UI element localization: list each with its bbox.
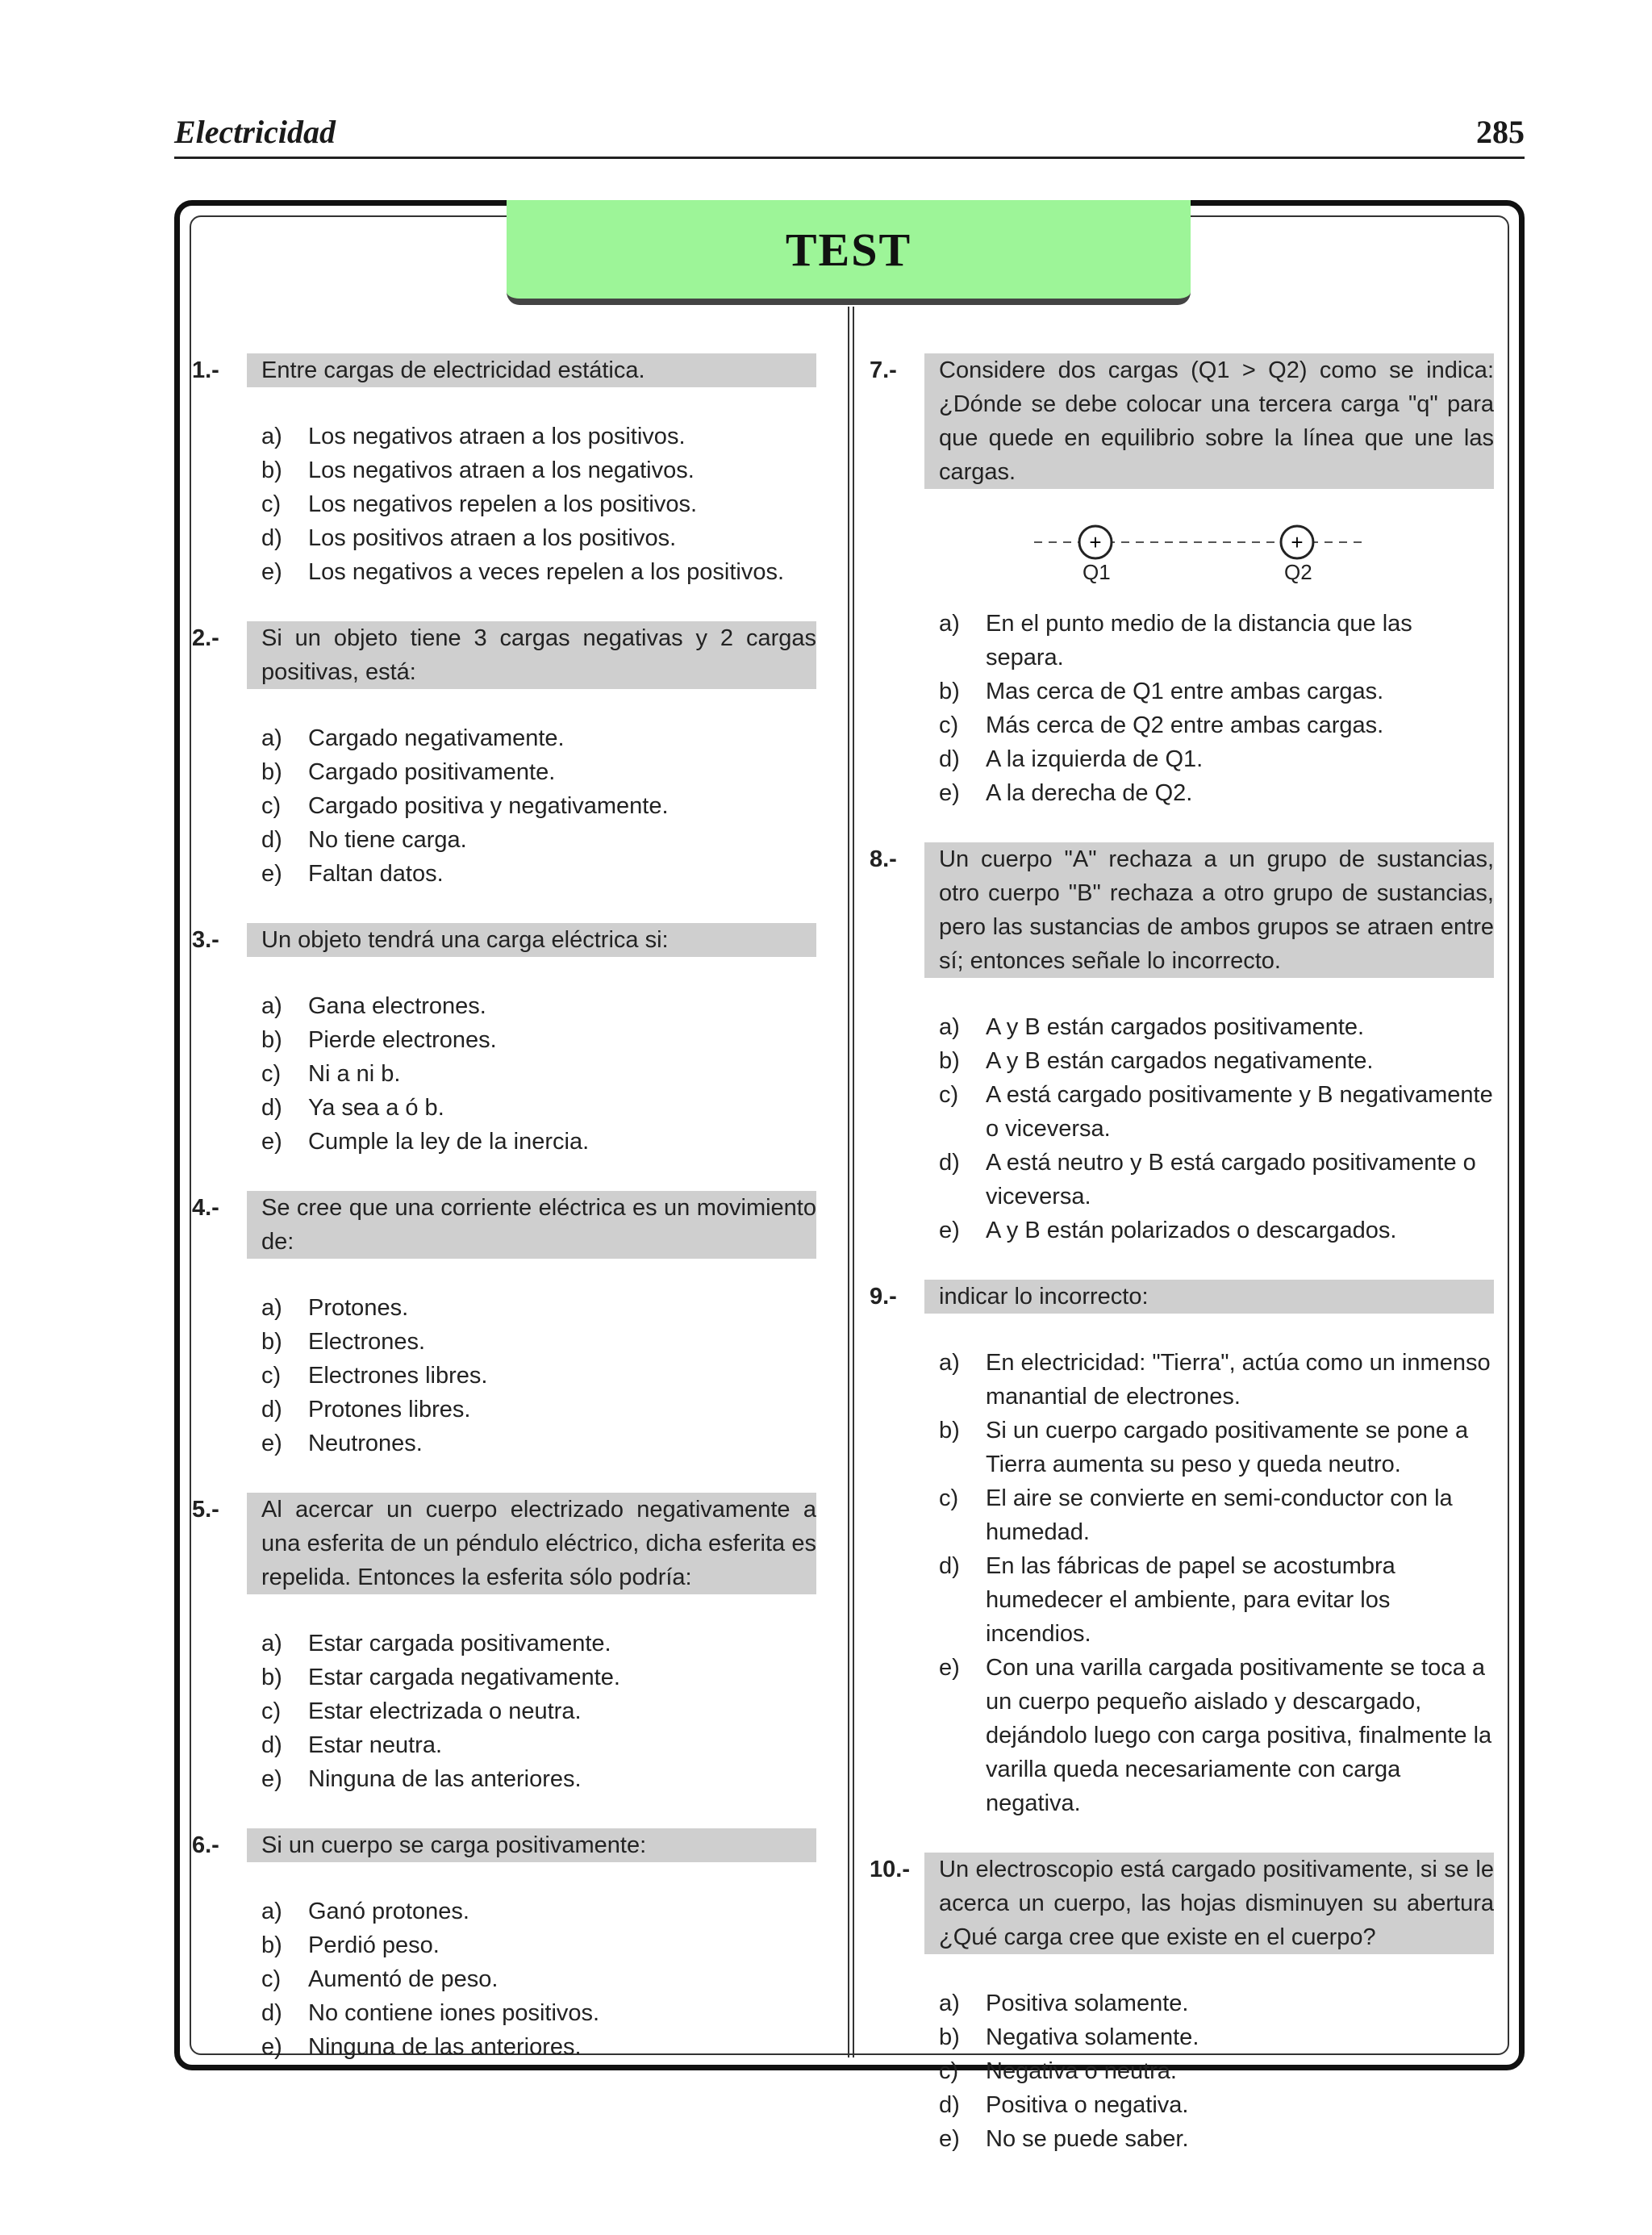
option-letter: a) [939, 1991, 960, 2016]
question-number: 3.- [192, 927, 219, 953]
option-letter: e) [939, 2126, 960, 2152]
option-text: Cargado negativamente. [308, 725, 565, 751]
option-text: Estar electrizada o neutra. [308, 1698, 582, 1724]
answer-option [863, 1481, 1565, 1549]
answer-option [186, 1728, 887, 1762]
option-text: A la derecha de Q2. [986, 780, 1193, 806]
option-letter: a) [261, 1631, 282, 1656]
answer-option [186, 721, 887, 755]
option-text: A y B están polarizados o descargados. [986, 1218, 1397, 1243]
option-letter: e) [939, 1218, 960, 1243]
option-text: Con una varilla cargada positivamente se toca a un cuerpo pequeño aislado y descargado, dejándolo luego con carga positiva, finalmente la varilla queda necesariamente con carga negativa. [986, 1655, 1492, 1816]
option-text: Cargado positiva y negativamente. [308, 793, 669, 819]
option-letter: a) [939, 611, 960, 637]
answer-option [863, 1078, 1565, 1146]
answer-option [186, 1125, 887, 1159]
option-letter: c) [939, 712, 959, 738]
answer-options [863, 1986, 1565, 2156]
option-text: A está cargado positivamente y B negativamente o viceversa. [986, 1082, 1493, 1142]
charge-q2-label: Q2 [1284, 560, 1312, 584]
question-1 [186, 353, 887, 589]
question-stem: Al acercar un cuerpo electrizado negativamente a una esferita de un péndulo eléctrico, dicha esferita es repelida. Entonces la esferita sólo podría: [247, 1493, 816, 1594]
option-text: Electrones libres. [308, 1363, 488, 1389]
page-number: 285 [1476, 114, 1525, 150]
option-text: Ni a ni b. [308, 1061, 401, 1087]
option-letter: a) [261, 993, 282, 1019]
option-letter: c) [261, 491, 282, 517]
test-banner [507, 200, 1191, 305]
option-letter: c) [261, 1966, 282, 1992]
answer-option [863, 675, 1565, 708]
answer-option [186, 1627, 887, 1661]
option-letter: b) [261, 1027, 282, 1053]
question-3 [186, 923, 887, 1159]
option-letter: c) [939, 1485, 959, 1511]
option-text: Estar cargada negativamente. [308, 1665, 620, 1690]
answer-option [863, 1414, 1565, 1481]
question-6 [186, 1828, 887, 2064]
option-letter: e) [261, 1431, 282, 1456]
right-column [863, 353, 1565, 2188]
option-letter: d) [261, 827, 282, 853]
option-letter: e) [939, 1655, 960, 1681]
option-letter: d) [939, 1553, 960, 1579]
option-letter: d) [261, 525, 282, 551]
option-text: Ninguna de las anteriores. [308, 2034, 582, 2060]
option-text: Faltan datos. [308, 861, 444, 887]
answer-option [186, 1928, 887, 1962]
option-letter: c) [939, 1082, 959, 1108]
answer-option [863, 708, 1565, 742]
answer-option [863, 2088, 1565, 2122]
question-stem: Un objeto tendrá una carga eléctrica si: [247, 923, 816, 957]
option-letter: d) [261, 2000, 282, 2026]
left-column [186, 353, 887, 2096]
answer-option [186, 1091, 887, 1125]
option-letter: b) [261, 457, 282, 483]
option-letter: a) [261, 424, 282, 449]
answer-option [186, 1057, 887, 1091]
answer-options [186, 420, 887, 589]
option-letter: c) [261, 1363, 282, 1389]
option-letter: c) [939, 2058, 959, 2084]
question-stem: Si un objeto tiene 3 cargas negativas y 2 cargas positivas, está: [247, 621, 816, 689]
question-number: 6.- [192, 1832, 219, 1858]
answer-options [186, 1895, 887, 2064]
option-text: Si un cuerpo cargado positivamente se pone a Tierra aumenta su peso y queda neutro. [986, 1418, 1469, 1477]
answer-option [186, 1023, 887, 1057]
question-stem: Entre cargas de electricidad estática. [247, 353, 816, 387]
answer-option [863, 2054, 1565, 2088]
option-text: Estar cargada positivamente. [308, 1631, 611, 1656]
option-text: Aumentó de peso. [308, 1966, 499, 1992]
option-text: Cargado positivamente. [308, 759, 556, 785]
answer-option [186, 857, 887, 891]
answer-option [863, 2020, 1565, 2054]
answer-options [863, 1346, 1565, 1820]
answer-options [186, 721, 887, 891]
option-letter: b) [939, 679, 960, 704]
option-text: Ganó protones. [308, 1899, 469, 1924]
option-letter: e) [261, 559, 282, 585]
answer-options [186, 989, 887, 1159]
answer-option [186, 989, 887, 1023]
question-number: 4.- [192, 1195, 219, 1221]
option-text: Los negativos a veces repelen a los positivos. [308, 559, 785, 585]
answer-option [186, 1359, 887, 1393]
header-rule [174, 157, 1525, 159]
option-letter: a) [939, 1014, 960, 1040]
option-text: Mas cerca de Q1 entre ambas cargas. [986, 679, 1384, 704]
question-number: 8.- [870, 846, 897, 872]
question-7 [863, 353, 1565, 810]
question-8 [863, 842, 1565, 1247]
answer-option [186, 555, 887, 589]
option-text: Perdió peso. [308, 1932, 440, 1958]
question-stem: Considere dos cargas (Q1 > Q2) como se indica: ¿Dónde se debe colocar una tercera carga "q" para que quede en equilibrio sobre la línea que une las cargas. [924, 353, 1494, 489]
option-letter: e) [261, 2034, 282, 2060]
answer-option [186, 420, 887, 453]
option-letter: e) [939, 780, 960, 806]
answer-option [186, 1895, 887, 1928]
question-stem: Un electroscopio está cargado positivamente, si se le acerca un cuerpo, las hojas disminuyen su abertura ¿Qué carga cree que existe en el cuerpo? [924, 1853, 1494, 1954]
option-text: Estar neutra. [308, 1732, 443, 1758]
option-text: Los negativos repelen a los positivos. [308, 491, 698, 517]
answer-option [863, 776, 1565, 810]
option-text: El aire se convierte en semi-conductor con la humedad. [986, 1485, 1453, 1545]
option-text: No contiene iones positivos. [308, 2000, 600, 2026]
answer-options [186, 1291, 887, 1460]
chapter-title: Electricidad [174, 114, 336, 150]
question-number: 1.- [192, 357, 219, 383]
option-letter: a) [261, 725, 282, 751]
question-stem: indicar lo incorrecto: [924, 1280, 1494, 1314]
option-letter: b) [261, 1932, 282, 1958]
option-text: Neutrones. [308, 1431, 423, 1456]
option-letter: b) [261, 1665, 282, 1690]
option-letter: e) [261, 861, 282, 887]
option-text: A y B están cargados negativamente. [986, 1048, 1374, 1074]
option-text: Positiva o negativa. [986, 2092, 1189, 2118]
option-letter: c) [261, 1061, 282, 1087]
answer-option [186, 2030, 887, 2064]
answer-option [186, 1291, 887, 1325]
charge-q2-sign: + [1291, 530, 1304, 554]
option-letter: d) [939, 2092, 960, 2118]
answer-option [863, 1146, 1565, 1214]
question-5 [186, 1493, 887, 1796]
option-letter: e) [261, 1766, 282, 1792]
answer-option [863, 1651, 1565, 1820]
question-number: 5.- [192, 1497, 219, 1523]
option-text: Los positivos atraen a los positivos. [308, 525, 677, 551]
question-stem: Un cuerpo "A" rechaza a un grupo de sustancias, otro cuerpo "B" rechaza a otro grupo de sustancias, pero las sustancias de ambos grupos se atraen entre sí; entonces señale lo incorrecto. [924, 842, 1494, 978]
question-10 [863, 1853, 1565, 2156]
question-stem: Si un cuerpo se carga positivamente: [247, 1828, 816, 1862]
option-letter: b) [939, 1418, 960, 1443]
option-text: Protones libres. [308, 1397, 471, 1422]
question-number: 2.- [192, 625, 219, 651]
option-text: En el punto medio de la distancia que las separa. [986, 611, 1412, 670]
option-text: A está neutro y B está cargado positivamente o viceversa. [986, 1150, 1476, 1209]
answer-option [863, 1346, 1565, 1414]
option-text: En las fábricas de papel se acostumbra humedecer el ambiente, para evitar los incendios. [986, 1553, 1395, 1647]
option-letter: e) [261, 1129, 282, 1155]
answer-option [186, 1325, 887, 1359]
option-letter: b) [939, 2024, 960, 2050]
answer-option [186, 521, 887, 555]
option-text: Gana electrones. [308, 993, 486, 1019]
option-letter: d) [939, 746, 960, 772]
answer-option [863, 742, 1565, 776]
option-letter: b) [261, 1329, 282, 1355]
option-letter: a) [261, 1295, 282, 1321]
question-2 [186, 621, 887, 891]
answer-option [186, 1393, 887, 1427]
answer-options [863, 1010, 1565, 1247]
question-number: 10.- [870, 1857, 910, 1882]
option-text: Ya sea a ó b. [308, 1095, 444, 1121]
charge-q1-label: Q1 [1083, 560, 1111, 584]
option-letter: c) [261, 1698, 282, 1724]
option-text: Electrones. [308, 1329, 426, 1355]
option-text: No se puede saber. [986, 2126, 1189, 2152]
answer-option [863, 607, 1565, 675]
answer-option [186, 1661, 887, 1694]
option-text: A la izquierda de Q1. [986, 746, 1204, 772]
option-letter: d) [261, 1397, 282, 1422]
option-letter: a) [261, 1899, 282, 1924]
option-text: Los negativos atraen a los negativos. [308, 457, 695, 483]
option-letter: a) [939, 1350, 960, 1376]
answer-option [863, 1986, 1565, 2020]
question-number: 7.- [870, 357, 897, 383]
option-text: No tiene carga. [308, 827, 467, 853]
answer-option [863, 1214, 1565, 1247]
answer-option [863, 1044, 1565, 1078]
answer-option [186, 755, 887, 789]
option-letter: d) [939, 1150, 960, 1176]
option-text: Cumple la ley de la inercia. [308, 1129, 590, 1155]
question-number: 9.- [870, 1284, 897, 1310]
answer-option [186, 1762, 887, 1796]
option-text: Pierde electrones. [308, 1027, 497, 1053]
option-text: A y B están cargados positivamente. [986, 1014, 1365, 1040]
option-letter: d) [261, 1732, 282, 1758]
option-letter: b) [939, 1048, 960, 1074]
option-text: Positiva solamente. [986, 1991, 1189, 2016]
answer-option [186, 453, 887, 487]
test-banner-label: TEST [785, 223, 912, 276]
answer-option [186, 789, 887, 823]
question-4 [186, 1191, 887, 1460]
question-stem: Se cree que una corriente eléctrica es un movimiento de: [247, 1191, 816, 1259]
charges-diagram [863, 515, 1565, 595]
answer-option [186, 823, 887, 857]
option-text: En electricidad: "Tierra", actúa como un inmenso manantial de electrones. [986, 1350, 1491, 1410]
option-text: Más cerca de Q2 entre ambas cargas. [986, 712, 1384, 738]
option-text: Negativa o neutra. [986, 2058, 1177, 2084]
option-text: Negativa solamente. [986, 2024, 1199, 2050]
answer-option [186, 487, 887, 521]
answer-option [863, 1549, 1565, 1651]
option-letter: d) [261, 1095, 282, 1121]
option-letter: c) [261, 793, 282, 819]
answer-option [186, 1962, 887, 1996]
answer-options [863, 607, 1565, 810]
charge-q1-sign: + [1089, 530, 1102, 554]
option-text: Ninguna de las anteriores. [308, 1766, 582, 1792]
question-9 [863, 1280, 1565, 1820]
option-letter: b) [261, 759, 282, 785]
answer-option [186, 1694, 887, 1728]
option-text: Los negativos atraen a los positivos. [308, 424, 686, 449]
answer-option [863, 2122, 1565, 2156]
answer-option [186, 1427, 887, 1460]
option-text: Protones. [308, 1295, 409, 1321]
answer-options [186, 1627, 887, 1796]
answer-option [186, 1996, 887, 2030]
answer-option [863, 1010, 1565, 1044]
